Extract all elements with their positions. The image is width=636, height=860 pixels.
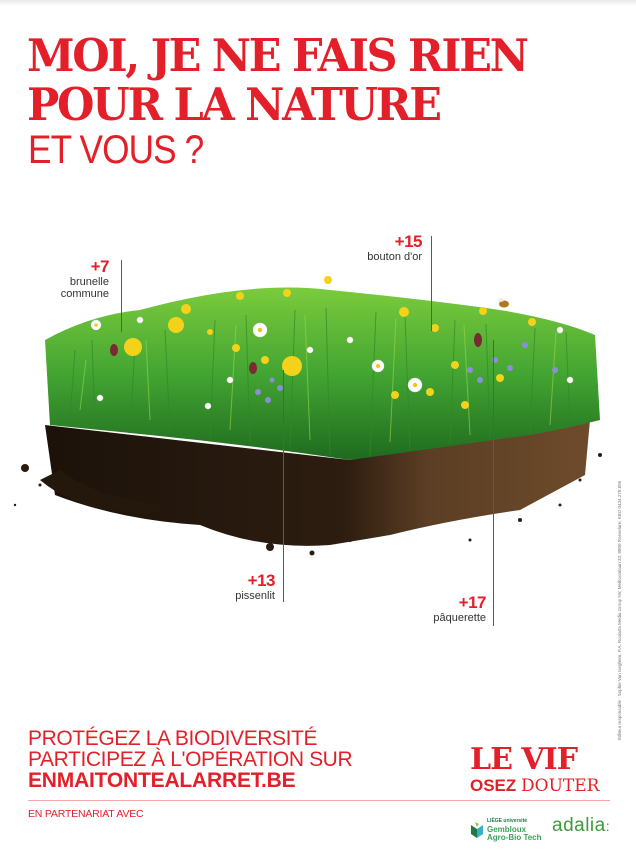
- partner-label: EN PARTENARIAT AVEC: [28, 808, 144, 820]
- cta-website-link[interactable]: ENMAITONTEALARRET.BE: [28, 769, 296, 792]
- annotation-count: +7: [90, 257, 109, 276]
- gembloux-line-1: Gembloux: [487, 824, 527, 834]
- divider: [28, 800, 610, 801]
- slogan-bold: OSEZ: [470, 776, 517, 795]
- headline-sub: ET VOUS ?: [28, 128, 204, 172]
- gembloux-top: LIÈGE université: [487, 818, 528, 824]
- adalia-name: adalia: [552, 815, 606, 836]
- annotation-line-bouton-dor: [431, 236, 432, 331]
- le-vif-logo: [470, 742, 600, 796]
- adalia-logo: [552, 815, 610, 837]
- annotation-label: pâquerette: [433, 612, 486, 624]
- annotation-pissenlit: [235, 572, 275, 602]
- annotation-label: commune: [60, 288, 109, 300]
- cta-line-1: PROTÉGEZ LA BIODIVERSITÉ: [28, 727, 318, 750]
- gembloux-logo: [470, 817, 542, 843]
- annotation-line-pissenlit: [283, 370, 284, 602]
- annotation-label: bouton d'or: [367, 251, 422, 263]
- call-to-action: [28, 728, 352, 791]
- annotation-label: brunelle: [69, 276, 109, 288]
- slogan-rest: DOUTER: [521, 776, 600, 796]
- brand-name: LE VIF: [470, 742, 578, 777]
- top-edge: [0, 0, 636, 6]
- brand-slogan: [470, 777, 599, 795]
- annotation-paquerette: [433, 594, 486, 624]
- annotation-bouton-dor: [367, 233, 422, 263]
- gembloux-line-2: Agro-Bio Tech: [487, 833, 542, 842]
- annotation-count: +15: [394, 232, 422, 251]
- legal-notice: Éditeur responsable : Sophie Van Iseghem, P.A. Roularta Media Group NV, Meiboomlaan 33, 8800 Roeselare, KBO 0434.278.896: [617, 480, 622, 740]
- headline-line-2: POUR LA NATURE: [27, 79, 440, 132]
- annotation-count: +13: [247, 571, 275, 590]
- cta-line-2: PARTICIPEZ À L'OPÉRATION SUR: [28, 748, 353, 771]
- annotation-count: +17: [458, 593, 486, 612]
- annotation-brunelle: [61, 258, 109, 300]
- headline-line-1: MOI, JE NE FAIS RIEN: [27, 29, 527, 83]
- headline: [27, 29, 527, 132]
- annotation-line-paquerette: [493, 340, 494, 626]
- annotation-label: pissenlit: [235, 590, 275, 602]
- annotation-line-brunelle: [121, 260, 122, 332]
- gembloux-leaf-icon: [470, 821, 484, 839]
- adalia-dots-icon: :: [605, 818, 611, 834]
